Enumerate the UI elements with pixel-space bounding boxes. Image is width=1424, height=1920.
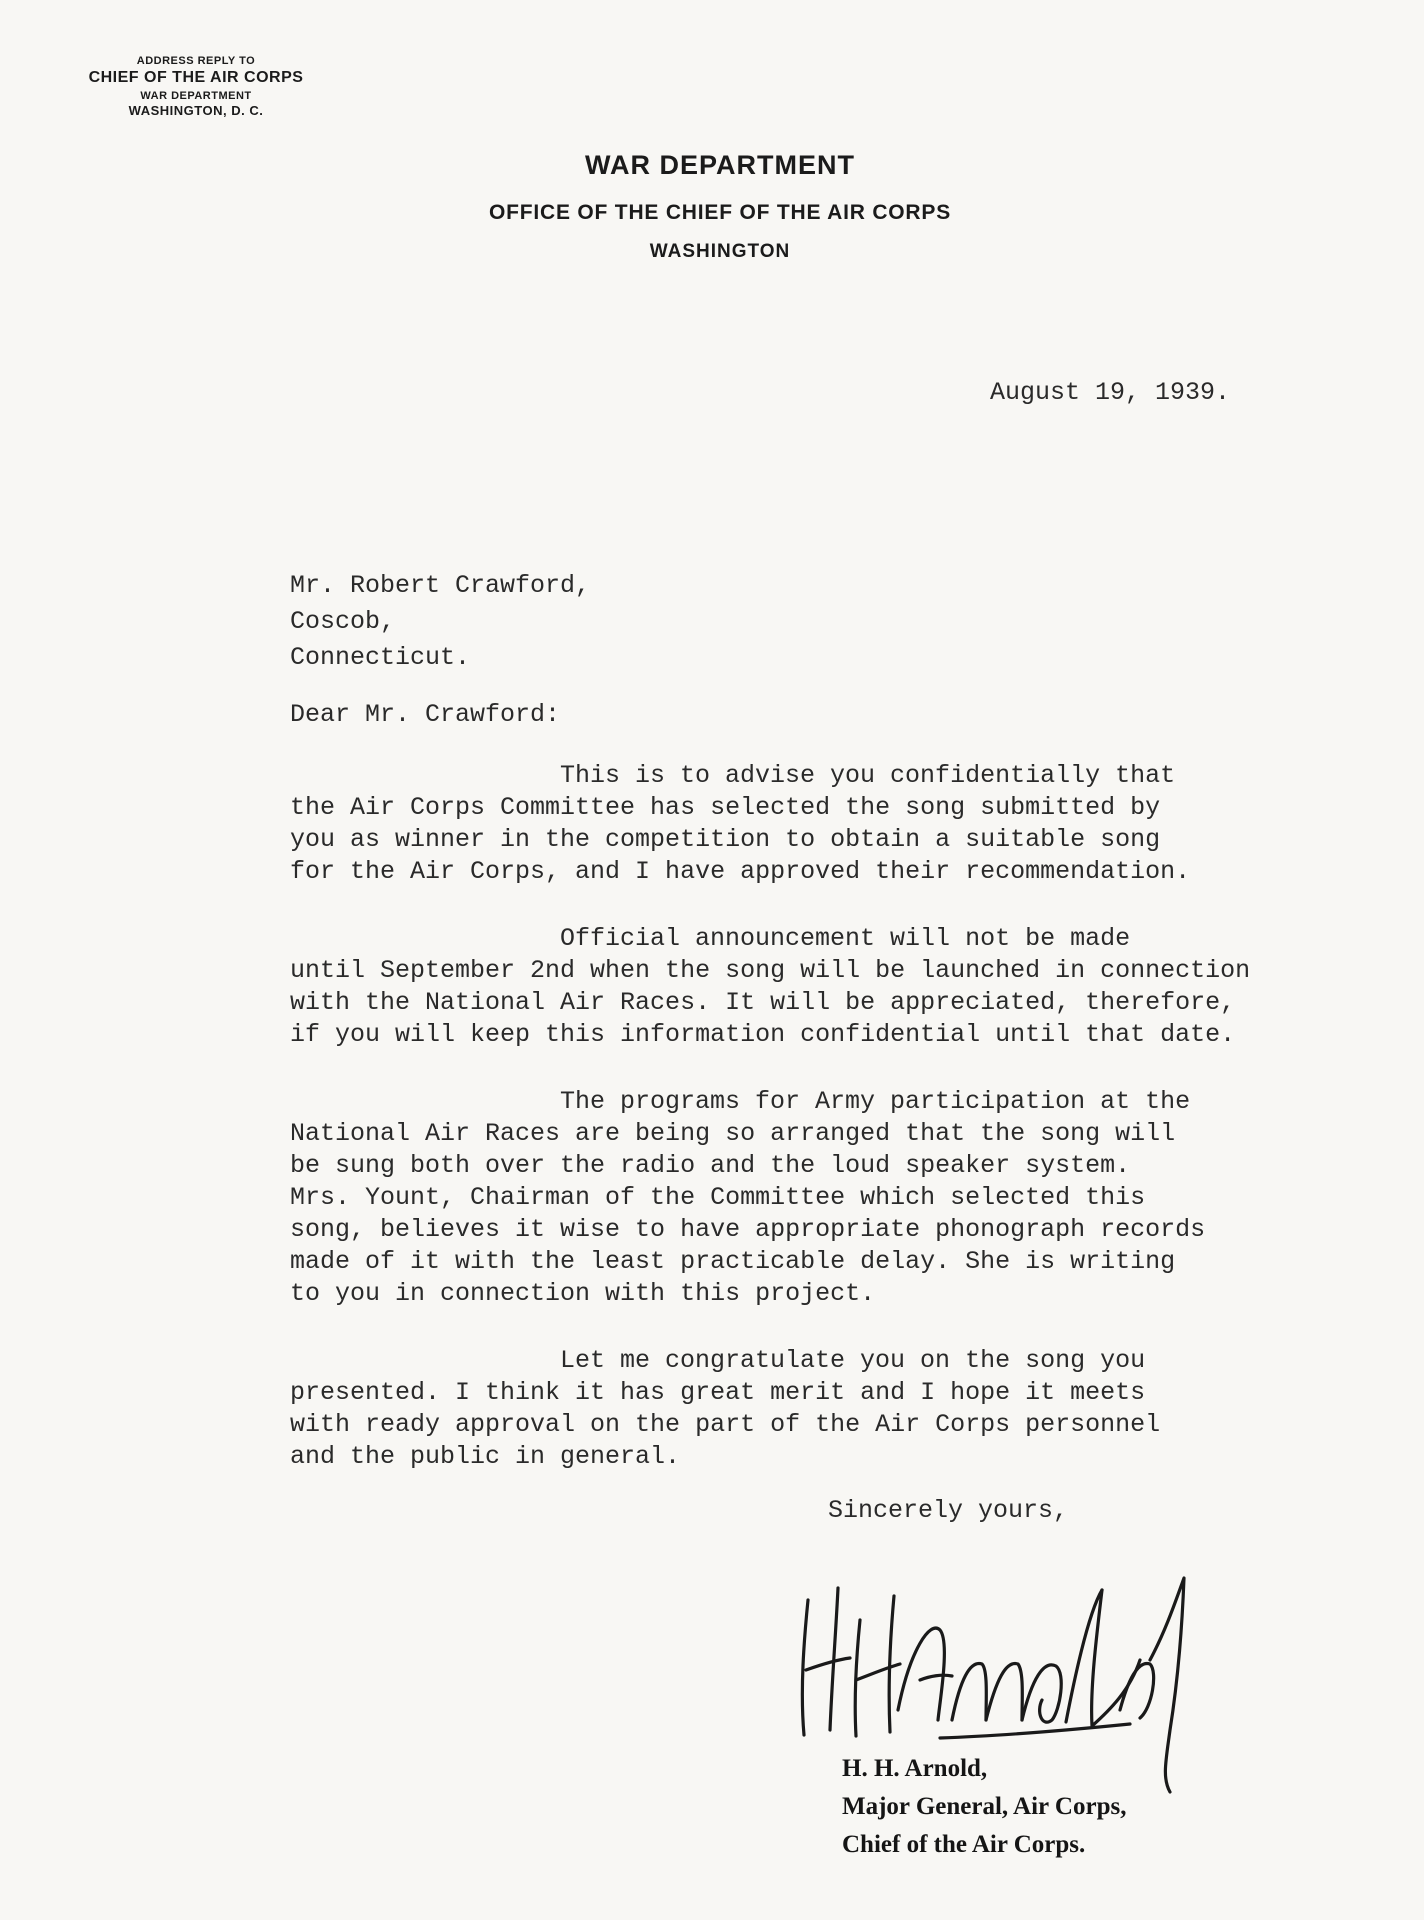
reply-line-3: WAR DEPARTMENT — [140, 90, 252, 103]
letter-date: August 19, 1939. — [990, 378, 1231, 407]
letterhead-department: WAR DEPARTMENT — [585, 150, 855, 180]
paragraph-line: Official announcement will not be made — [560, 924, 1131, 953]
letter-body — [290, 760, 1350, 1508]
reply-line-1: ADDRESS REPLY TO — [136, 55, 256, 67]
paragraph — [290, 1345, 1350, 1473]
paragraph-line: The programs for Army participation at the — [560, 1087, 1191, 1116]
paragraph — [290, 760, 1350, 888]
paragraph-line: for the Air Corps, and I have approved their recommendation. — [290, 857, 1191, 886]
paragraph-line: until September 2nd when the song will be launched in connection — [290, 956, 1251, 985]
signer-title: Major General, Air Corps, — [842, 1793, 1127, 1820]
paragraph-line: be sung both over the radio and the loud speaker system. — [290, 1151, 1131, 1180]
paragraph-line: made of it with the least practicable delay. She is writing — [290, 1247, 1176, 1276]
paragraph-line: with the National Air Races. It will be appreciated, therefore, — [290, 988, 1236, 1017]
paragraph — [290, 923, 1350, 1051]
recipient-name: Mr. Robert Crawford, — [290, 571, 591, 600]
letterhead-office: OFFICE OF THE CHIEF OF THE AIR CORPS — [488, 201, 952, 224]
letterhead-city: WASHINGTON — [649, 241, 791, 262]
reply-address-block — [46, 54, 346, 120]
paragraph-line: This is to advise you confidentially that — [560, 761, 1176, 790]
paragraph-line: National Air Races are being so arranged that the song will — [290, 1119, 1176, 1148]
reply-line-2: CHIEF OF THE AIR CORPS — [88, 69, 304, 87]
paragraph-line: to you in connection with this project. — [290, 1279, 876, 1308]
paragraph-line: with ready approval on the part of the Air Corps personnel — [290, 1410, 1161, 1439]
paragraph-line: the Air Corps Committee has selected the song submitted by — [290, 793, 1161, 822]
paragraph-line: presented. I think it has great merit and I hope it meets — [290, 1378, 1146, 1407]
paragraph-line: Let me congratulate you on the song you — [560, 1346, 1146, 1375]
signer-name: H. H. Arnold, — [842, 1755, 988, 1782]
signer-office: Chief of the Air Corps. — [842, 1831, 1086, 1858]
paragraph — [290, 1086, 1350, 1310]
recipient-address — [290, 568, 590, 676]
recipient-state: Connecticut. — [290, 643, 471, 672]
reply-line-4: WASHINGTON, D. C. — [128, 103, 264, 119]
paragraph-line: song, believes it wise to have appropriate phonograph records — [290, 1215, 1206, 1244]
recipient-city: Coscob, — [290, 607, 396, 636]
letterhead — [400, 150, 1040, 263]
paragraph-line: Mrs. Yount, Chairman of the Committee which selected this — [290, 1183, 1146, 1212]
salutation: Dear Mr. Crawford: — [290, 700, 561, 729]
closing: Sincerely yours, — [828, 1496, 1069, 1525]
paragraph-line: you as winner in the competition to obtain a suitable song — [290, 825, 1161, 854]
signer-block — [842, 1750, 1126, 1864]
paragraph-line: and the public in general. — [290, 1442, 681, 1471]
paragraph-line: if you will keep this information confidential until that date. — [290, 1020, 1236, 1049]
